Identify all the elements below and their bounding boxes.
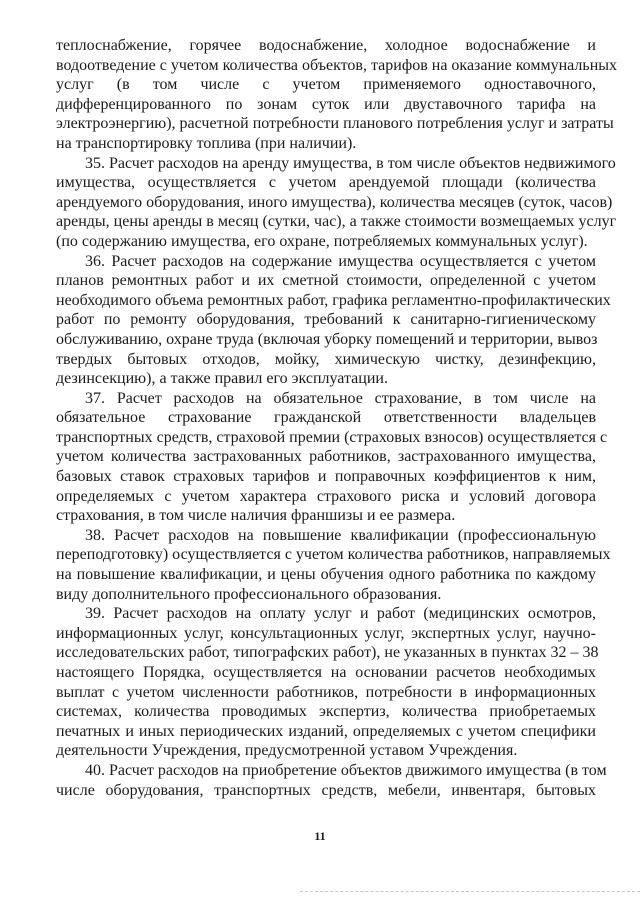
text-line: 38. Расчет расходов на повышение квалификации (профессиональную (85, 526, 596, 544)
text-line: базовых ставок страховых тарифов и поправочных коэффициентов к ним, (56, 468, 596, 486)
text-line: аренды, цены аренды в месяц (сутки, час), а также стоимости возмещаемых услуг (56, 213, 617, 231)
text-line: определяемых с учетом характера страхового риска и условий договора (56, 487, 596, 505)
scan-edge-line (300, 891, 640, 892)
text-line: транспортных средств, страховой премии (страховых взносов) осуществляется с (56, 428, 608, 446)
text-line: на повышение квалификации, и цены обучения одного работника по каждому (56, 566, 596, 584)
text-line: имущества, осуществляется с учетом арендуемой площади (количества (56, 174, 596, 192)
text-line: необходимого объема ремонтных работ, графика регламентно-профилактических (56, 291, 611, 309)
text-line: твердых бытовых отходов, мойку, химическую чистку, дезинфекцию, (56, 350, 596, 368)
paragraph-38 (56, 526, 611, 604)
text-line: виду дополнительного профессионального образования. (56, 585, 442, 603)
text-line: 36. Расчет расходов на содержание имущества осуществляется с учетом (85, 252, 596, 270)
text-line: обслуживанию, охране труда (включая уборку помещений и территории, вывоз (56, 330, 598, 348)
paragraph-40 (56, 761, 607, 800)
text-line: исследовательских работ, типографских работ), не указанных в пунктах 32 – 38 (56, 644, 599, 662)
text-line: обязательное страхование гражданской ответственности владельцев (56, 409, 596, 427)
text-line: водоотведение с учетом количества объектов, тарифов на оказание коммунальных (56, 56, 617, 74)
text-line: системах, количества проводимых экспертиз, количества приобретаемых (56, 703, 596, 721)
text-line: услуг (в том числе с учетом применяемого одноставочного, (56, 76, 596, 94)
paragraph-utilities-continuation (56, 36, 617, 154)
text-line: 39. Расчет расходов на оплату услуг и работ (медицинских осмотров, (85, 605, 596, 623)
text-line: планов ремонтных работ и их сметной стоимости, определенной с учетом (56, 272, 596, 290)
paragraph-35 (56, 154, 617, 252)
paragraph-37 (56, 389, 608, 526)
text-line: настоящего Порядка, осуществляется на основании расчетов необходимых (56, 664, 596, 681)
text-line: теплоснабжение, горячее водоснабжение, холодное водоснабжение и (56, 37, 596, 54)
text-line: дезинсекцию), а также правил его эксплуатации. (56, 370, 388, 388)
text-line: страхования, в том числе наличия франшизы и ее размера. (56, 507, 456, 525)
text-line: арендуемого оборудования, иного имущества), количества месяцев (суток, часов) (56, 193, 613, 211)
text-line: выплат с учетом численности работников, потребности в информационных (56, 683, 596, 701)
paragraph-36 (56, 252, 611, 389)
text-line: переподготовку) осуществляется с учетом количества работников, направляемых (56, 546, 611, 564)
text-line: 35. Расчет расходов на аренду имущества, в том числе объектов недвижимого (85, 154, 616, 172)
text-line: деятельности Учреждения, предусмотренной уставом Учреждения. (56, 742, 518, 760)
text-line: на транспортировку топлива (при наличии). (56, 134, 357, 152)
text-line: информационных услуг, консультационных услуг, экспертных услуг, научно- (56, 624, 596, 642)
text-line: работ по ремонту оборудования, требований к санитарно-гигиеническому (56, 311, 596, 329)
paragraph-39 (56, 604, 599, 761)
text-line: дифференцированного по зонам суток или двуставочного тарифа на (56, 95, 596, 113)
text-line: печатных и иных периодических изданий, определяемых с учетом специфики (56, 722, 596, 740)
document-body (56, 36, 617, 800)
text-line: 40. Расчет расходов на приобретение объектов движимого имущества (в том (85, 761, 607, 779)
text-line: (по содержанию имущества, его охране, потребляемых коммунальных услуг). (56, 232, 588, 250)
text-line: числе оборудования, транспортных средств, мебели, инвентаря, бытовых (56, 781, 596, 799)
page-number: 11 (314, 829, 326, 843)
text-line: электроэнергию), расчетной потребности планового потребления услуг и затраты (56, 115, 614, 133)
text-line: 37. Расчет расходов на обязательное страхование, в том числе на (85, 389, 596, 407)
text-line: учетом количества застрахованных работников, застрахованного имущества, (56, 448, 596, 466)
